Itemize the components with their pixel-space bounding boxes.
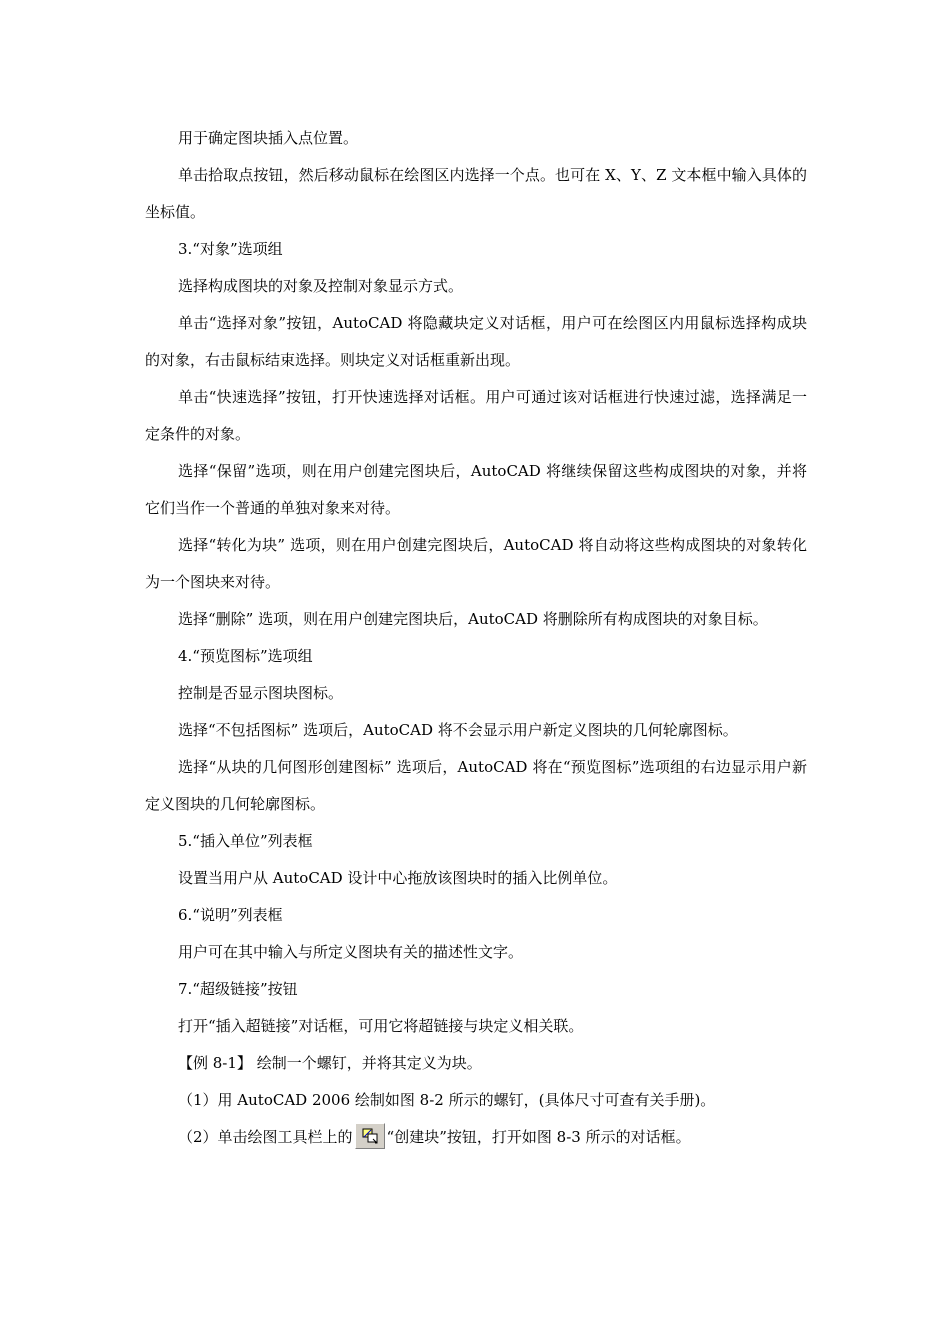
example-title: 【例 8-1】 绘制一个螺钉，并将其定义为块。 [178,1054,482,1072]
step-2-before-icon: （2）单击绘图工具栏上的 [178,1128,353,1146]
paragraph-insert-units-desc: 设置当用户从 AutoCAD 设计中心拖放该图块时的插入比例单位。 [178,869,618,887]
paragraph-hyperlink-desc: 打开“插入超链接”对话框，可用它将超链接与块定义相关联。 [178,1017,584,1035]
paragraph-retain: 选择“保留”选项，则在用户创建完图块后，AutoCAD 将继续保留这些构成图块的对象，并将它们当作一个普通的单独对象来对待。 [145,462,807,517]
document-page [145,120,807,1156]
paragraph-create-icon: 选择“从块的几何图形创建图标” 选项后，AutoCAD 将在“预览图标”选项组的右边显示用户新定义图块的几何轮廓图标。 [145,758,807,813]
paragraph-quick-select: 单击“快速选择”按钮，打开快速选择对话框。用户可通过该对话框进行快速过滤，选择满足一定条件的对象。 [145,388,807,443]
paragraph-no-icon: 选择“不包括图标” 选项后，AutoCAD 将不会显示用户新定义图块的几何轮廓图标。 [178,721,738,739]
paragraph-convert-to-block: 选择“转化为块” 选项，则在用户创建完图块后，AutoCAD 将自动将这些构成图块的对象转化为一个图块来对待。 [145,536,807,591]
step-2 [145,1119,807,1156]
step-1: （1）用 AutoCAD 2006 绘制如图 8-2 所示的螺钉，(具体尺寸可查有关手册)。 [178,1091,716,1109]
heading-objects-group: 3.“对象”选项组 [178,240,283,258]
make-block-icon [355,1123,385,1149]
heading-hyperlink: 7.“超级链接”按钮 [178,980,298,998]
paragraph-description-desc: 用户可在其中输入与所定义图块有关的描述性文字。 [178,943,524,961]
paragraph-preview-desc: 控制是否显示图块图标。 [178,684,344,702]
paragraph-pick-point: 单击拾取点按钮，然后移动鼠标在绘图区内选择一个点。也可在 X、Y、Z 文本框中输入具体的坐标值。 [145,166,807,221]
heading-description: 6.“说明”列表框 [178,906,283,924]
step-2-after-icon: “创建块”按钮，打开如图 8-3 所示的对话框。 [386,1128,691,1146]
paragraph-delete: 选择“删除” 选项，则在用户创建完图块后，AutoCAD 将删除所有构成图块的对象目标。 [178,610,768,628]
paragraph-insert-point: 用于确定图块插入点位置。 [178,129,359,147]
heading-preview-icon-group: 4.“预览图标”选项组 [178,647,313,665]
paragraph-select-objects: 单击“选择对象”按钮，AutoCAD 将隐藏块定义对话框，用户可在绘图区内用鼠标选择构成块的对象，右击鼠标结束选择。则块定义对话框重新出现。 [145,314,807,369]
heading-insert-units: 5.“插入单位”列表框 [178,832,313,850]
paragraph-objects-desc: 选择构成图块的对象及控制对象显示方式。 [178,277,464,295]
